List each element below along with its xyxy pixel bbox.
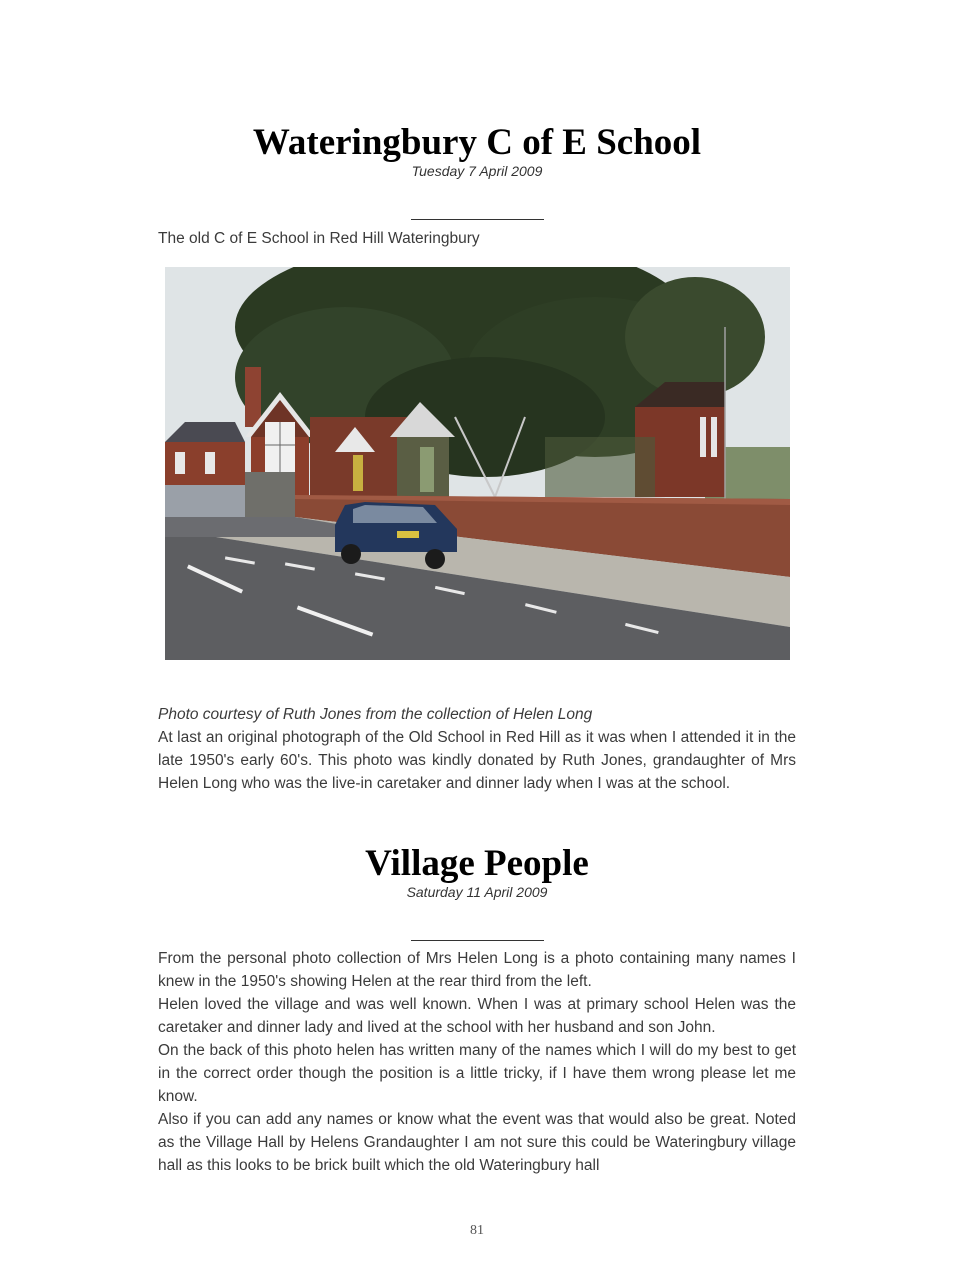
divider <box>411 219 544 220</box>
paragraph: Also if you can add any names or know what the event was that would also be great. Noted as the Village Hall by Helens Grandaughter I am not sure this could be Wateringbury village hall as this looks to be brick built which the old Wateringbury hall <box>158 1111 796 1174</box>
post-body <box>158 947 796 1177</box>
post-title: Village People <box>365 843 589 884</box>
post-title: Wateringbury C of E School <box>252 122 702 163</box>
post-date: Saturday 11 April 2009 <box>406 884 548 900</box>
school-photo <box>165 267 790 660</box>
divider <box>411 940 544 941</box>
post-body: At last an original photograph of the Old School in Red Hill as it was when I attended it in the late 1950's early 60's. This photo was kindly donated by Ruth Jones, grandaughter of Mrs Helen Long who was the live-in caretaker and dinner lady when I was at the school. <box>158 729 796 792</box>
post-date: Tuesday 7 April 2009 <box>411 163 543 179</box>
paragraph: On the back of this photo helen has written many of the names which I will do my best to get in the correct order though the position is a little tricky, if I have them wrong please let me know. <box>158 1042 796 1105</box>
paragraph: From the personal photo collection of Mrs Helen Long is a photo containing many names I knew in the 1950's showing Helen at the rear third from the left. <box>158 950 796 990</box>
page-number: 81 <box>470 1223 484 1238</box>
photo-caption: Photo courtesy of Ruth Jones from the collection of Helen Long <box>158 706 593 723</box>
post-intro: The old C of E School in Red Hill Wateringbury <box>158 230 480 247</box>
paragraph: Helen loved the village and was well known. When I was at primary school Helen was the caretaker and dinner lady and lived at the school with her husband and son John. <box>158 996 796 1036</box>
